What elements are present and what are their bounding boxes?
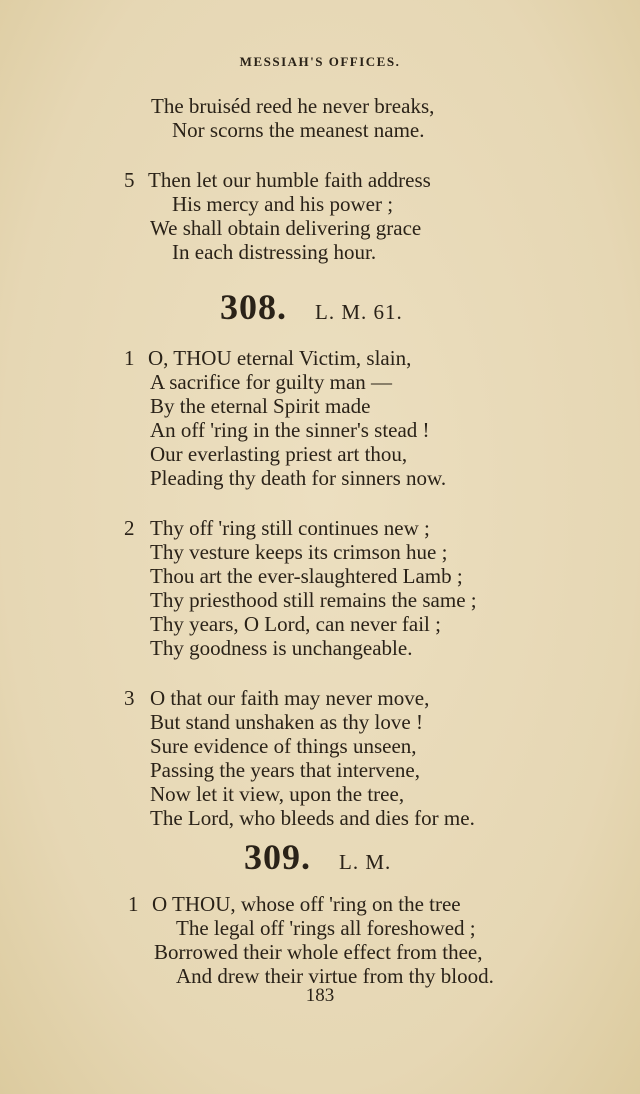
verse-line: Passing the years that intervene, — [150, 758, 421, 782]
verse-line: Thy priesthood still remains the same ; — [150, 588, 477, 612]
verse-line: Thou art the ever-slaughtered Lamb ; — [150, 564, 463, 588]
continuation-line-2: Nor scorns the meanest name. — [172, 118, 425, 142]
verse-line: Then let our humble faith address — [148, 168, 431, 192]
verse-line: A sacrifice for guilty man — — [150, 370, 393, 394]
verse-line: Our everlasting priest art thou, — [150, 442, 408, 466]
hymn-meter: L. M. — [339, 850, 392, 874]
verse-line: His mercy and his power ; — [172, 192, 394, 216]
verse-line: O, THOU eternal Victim, slain, — [148, 346, 412, 370]
continuation-line-1: The bruiséd reed he never breaks, — [151, 94, 435, 118]
hymn-meter: L. M. 61. — [315, 300, 403, 324]
verse-line: Thy years, O Lord, can never fail ; — [150, 612, 441, 636]
hymn-308-heading — [220, 286, 403, 328]
verse-number: 3 — [124, 686, 135, 710]
verse-line: Sure evidence of things unseen, — [150, 734, 417, 758]
hymn-309-heading — [244, 836, 391, 878]
verse-line: An off 'ring in the sinner's stead ! — [150, 418, 430, 442]
verse-line: Pleading thy death for sinners now. — [150, 466, 447, 490]
verse-number: 2 — [124, 516, 135, 540]
verse-line: O that our faith may never move, — [150, 686, 430, 710]
verse-line: The legal off 'rings all foreshowed ; — [176, 916, 476, 940]
verse-line: Thy vesture keeps its crimson hue ; — [150, 540, 448, 564]
verse-line: The Lord, who bleeds and dies for me. — [150, 806, 475, 830]
verse-line: But stand unshaken as thy love ! — [150, 710, 423, 734]
verse-line: O THOU, whose off 'ring on the tree — [152, 892, 461, 916]
verse-line: Thy goodness is unchangeable. — [150, 636, 413, 660]
running-head: MESSIAH'S OFFICES. — [239, 54, 401, 69]
page-number: 183 — [305, 985, 335, 1006]
verse-number: 1 — [124, 346, 135, 370]
verse-number: 1 — [128, 892, 139, 916]
hymn-number: 309. — [244, 837, 311, 877]
hymn-number: 308. — [220, 287, 287, 327]
verse-line: We shall obtain delivering grace — [150, 216, 422, 240]
verse-line: And drew their virtue from thy blood. — [176, 964, 494, 988]
verse-line: In each distressing hour. — [172, 240, 377, 264]
verse-line: Borrowed their whole effect from thee, — [154, 940, 483, 964]
verse-line: By the eternal Spirit made — [150, 394, 371, 418]
verse-line: Now let it view, upon the tree, — [150, 782, 405, 806]
verse-number: 5 — [124, 168, 135, 192]
verse-line: Thy off 'ring still continues new ; — [150, 516, 430, 540]
